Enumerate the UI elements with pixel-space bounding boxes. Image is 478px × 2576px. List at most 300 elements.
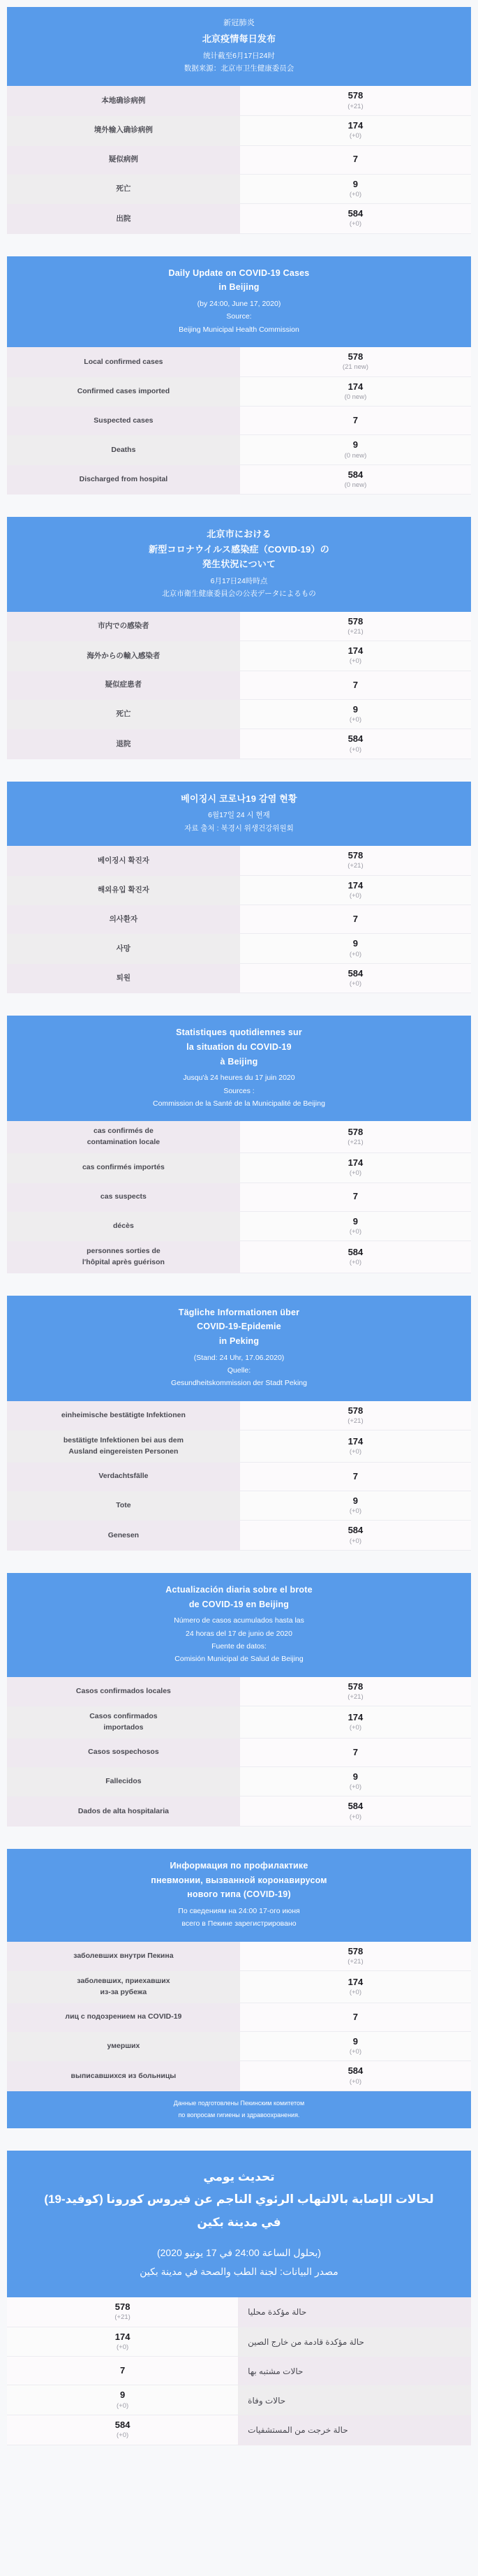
table-row xyxy=(7,1212,471,1242)
card-subtitle-line: Source: xyxy=(226,312,252,321)
table-row xyxy=(7,846,471,876)
row-label xyxy=(7,1491,240,1521)
row-label-line: 의사환자 xyxy=(109,914,138,923)
row-label-text xyxy=(248,2336,364,2348)
row-label xyxy=(238,2357,471,2385)
row-label-line: 海外からの輸入感染者 xyxy=(87,651,160,660)
row-label xyxy=(7,1796,240,1827)
row-label xyxy=(7,1677,240,1707)
card-header-zh xyxy=(7,7,471,86)
row-value-delta: (0 new) xyxy=(344,481,367,490)
card-title-de xyxy=(20,1305,458,1349)
language-card-es xyxy=(7,1573,471,1827)
row-label-line: 境外输入确诊病例 xyxy=(94,126,153,135)
card-title-pre-zh: 新冠肺炎 xyxy=(223,19,255,27)
stats-table-fr xyxy=(7,1121,471,1273)
row-value-cell xyxy=(7,2327,238,2357)
row-label xyxy=(7,1706,240,1739)
row-value-number: 7 xyxy=(352,1470,359,1481)
row-label-text xyxy=(248,2424,348,2436)
stats-table-en xyxy=(7,347,471,495)
card-title-line: Statistiques quotidiennes sur xyxy=(176,1027,302,1038)
row-label-text xyxy=(77,386,170,397)
row-value-cell xyxy=(240,1739,471,1767)
language-card-ko xyxy=(7,782,471,994)
row-value-delta: (0 new) xyxy=(344,451,367,460)
card-title-line: لحالات الإصابة بالالتهاب الرئوي الناجم عن فيروس كورونا (كوفيد-19) xyxy=(44,2193,434,2207)
card-title-en xyxy=(20,266,458,295)
card-title-line: la situation du COVID-19 xyxy=(186,1042,292,1053)
row-label-line: contamination locale xyxy=(87,1138,160,1147)
row-value-number: 9 xyxy=(352,938,359,949)
row-value-delta: (+0) xyxy=(349,1723,361,1732)
row-label-line: l'hôpital après guérison xyxy=(82,1257,165,1266)
row-label xyxy=(7,876,240,906)
row-label-line: Local confirmed cases xyxy=(84,357,163,366)
row-label xyxy=(7,671,240,700)
card-subtitle-line: Gesundheitskommission der Stadt Peking xyxy=(171,1379,307,1388)
table-row xyxy=(7,729,471,759)
row-label-line: حالة خرجت من المستشفيات xyxy=(248,2425,348,2436)
row-label xyxy=(238,2297,471,2327)
table-row xyxy=(7,116,471,146)
card-subtitle-de xyxy=(20,1352,458,1390)
row-label xyxy=(7,407,240,435)
row-label-text xyxy=(61,1410,186,1421)
table-row xyxy=(7,204,471,234)
stats-table-ar xyxy=(7,2297,471,2445)
stats-table-de xyxy=(7,1401,471,1551)
row-label xyxy=(7,175,240,205)
table-row xyxy=(7,1706,471,1739)
card-header-de xyxy=(7,1296,471,1401)
row-value-delta: (+0) xyxy=(349,715,361,724)
row-label xyxy=(7,1241,240,1273)
row-value-delta: (+21) xyxy=(348,1139,364,1147)
row-label-line: лиц с подозрением на COVID-19 xyxy=(65,2012,182,2021)
row-label-text xyxy=(94,125,153,136)
row-value-number: 578 xyxy=(348,1405,364,1416)
row-value-number: 174 xyxy=(348,381,364,392)
card-subtitle-line: 统计截至6月17日24时 xyxy=(203,51,275,60)
row-value-cell xyxy=(240,204,471,234)
card-title-line: COVID-19-Epidemie xyxy=(197,1322,281,1332)
row-label-line: cas confirmés importés xyxy=(82,1163,165,1172)
row-value-cell xyxy=(240,1121,471,1153)
row-value-cell xyxy=(240,1430,471,1463)
row-value-delta: (+0) xyxy=(349,1537,361,1545)
row-value-delta: (+0) xyxy=(349,2047,361,2056)
table-row xyxy=(7,1739,471,1767)
row-label xyxy=(238,2385,471,2415)
table-row xyxy=(7,465,471,495)
row-value-cell xyxy=(7,2297,238,2327)
row-label xyxy=(7,1183,240,1212)
row-value-cell xyxy=(240,407,471,435)
row-value-number: 584 xyxy=(348,1801,364,1812)
table-row xyxy=(7,612,471,642)
row-label-line: 퇴원 xyxy=(116,974,131,983)
row-label-line: حالة مؤكدة قادمة من خارج الصين xyxy=(248,2337,364,2348)
row-value-cell xyxy=(240,1942,471,1972)
row-label xyxy=(7,964,240,994)
row-label-line: Tote xyxy=(116,1501,131,1510)
row-label xyxy=(7,1121,240,1153)
card-subtitle-line: Comisión Municipal de Salud de Beijing xyxy=(174,1655,304,1664)
row-label xyxy=(7,612,240,642)
row-label-line: Casos sospechosos xyxy=(88,1748,159,1757)
row-label-line: cas suspects xyxy=(100,1192,147,1201)
row-value-delta: (21 new) xyxy=(342,363,368,372)
row-value-cell xyxy=(240,1491,471,1521)
row-value-number: 9 xyxy=(352,2035,359,2047)
row-label-line: Genesen xyxy=(107,1530,140,1539)
table-row xyxy=(7,1153,471,1183)
row-label-text xyxy=(78,1806,169,1817)
card-header-fr xyxy=(7,1016,471,1121)
row-value-delta: (+0) xyxy=(349,1988,361,1996)
row-label-text xyxy=(98,885,149,896)
table-row xyxy=(7,671,471,700)
row-label xyxy=(7,1739,240,1767)
card-title-line: de COVID-19 en Beijing xyxy=(188,1599,290,1609)
row-value-number: 174 xyxy=(348,119,364,131)
row-value-cell xyxy=(240,1796,471,1827)
row-value-number: 578 xyxy=(348,90,364,101)
row-label xyxy=(7,347,240,377)
row-value-number: 174 xyxy=(348,879,364,891)
row-label-line: 死亡 xyxy=(116,184,131,193)
row-value-delta: (+0) xyxy=(349,220,361,228)
row-value-number: 174 xyxy=(348,1435,364,1447)
row-label-line: умерших xyxy=(107,2042,140,2051)
table-row xyxy=(7,2297,471,2327)
table-row xyxy=(7,1241,471,1273)
row-label xyxy=(7,1942,240,1972)
table-row xyxy=(7,876,471,906)
row-label-text xyxy=(87,1126,160,1148)
card-subtitle-line: Número de casos acumulados hasta las xyxy=(174,1616,304,1625)
language-card-fr xyxy=(7,1016,471,1273)
row-value-cell xyxy=(240,1241,471,1273)
row-label-text xyxy=(117,973,130,984)
row-value-number: 578 xyxy=(348,351,364,363)
row-label-line: Discharged from hospital xyxy=(79,475,168,484)
row-label xyxy=(238,2415,471,2445)
row-label-line: Casos confirmados locales xyxy=(75,1687,171,1696)
stats-table-ru xyxy=(7,1942,471,2091)
row-label xyxy=(7,905,240,934)
language-card-en xyxy=(7,256,471,495)
row-value-number: 578 xyxy=(348,1945,364,1956)
row-label-line: 疑似病例 xyxy=(108,155,138,164)
row-value-delta: (+0) xyxy=(349,132,361,140)
row-label xyxy=(7,2061,240,2091)
row-label-text xyxy=(94,416,153,427)
row-value-number: 7 xyxy=(352,415,359,426)
card-title-ru xyxy=(20,1859,458,1902)
row-value-delta: (+0) xyxy=(349,1447,361,1456)
row-label-text xyxy=(64,1435,184,1458)
row-label xyxy=(7,846,240,876)
card-header-en xyxy=(7,256,471,347)
row-label xyxy=(7,1971,240,2003)
row-label-text xyxy=(88,1747,159,1758)
row-label-line: 疑似症患者 xyxy=(105,680,142,689)
card-subtitle-line: مصدر البيانات: لجنة الطب والصحة في مدينة بكين xyxy=(140,2265,338,2277)
row-value-delta: (+0) xyxy=(349,657,361,666)
row-value-delta: (+0) xyxy=(349,891,361,900)
row-label xyxy=(7,1153,240,1183)
row-label xyxy=(7,1463,240,1491)
row-value-number: 174 xyxy=(348,1711,364,1722)
stats-table-ko xyxy=(7,846,471,993)
card-subtitle-line: 北京市衛生健康委員会の公表データによるもの xyxy=(162,590,316,599)
table-row xyxy=(7,1463,471,1491)
language-card-ru xyxy=(7,1849,471,2128)
card-title-line: 베이징시 코로나19 감염 현황 xyxy=(181,793,297,804)
card-subtitle-ar xyxy=(20,2244,458,2281)
card-subtitle-ko xyxy=(20,809,458,835)
row-label-text xyxy=(116,709,130,720)
row-label-text xyxy=(105,1776,141,1787)
card-title-ja xyxy=(20,527,458,571)
row-value-cell xyxy=(240,905,471,934)
row-value-cell xyxy=(7,2415,238,2445)
row-value-cell xyxy=(240,2003,471,2032)
row-label-line: 사망 xyxy=(116,944,131,953)
row-value-number: 584 xyxy=(348,1246,364,1257)
row-value-cell xyxy=(240,2061,471,2091)
row-label xyxy=(7,1212,240,1242)
row-label-text xyxy=(116,1500,130,1512)
card-title-es xyxy=(20,1583,458,1611)
row-value-number: 584 xyxy=(114,2419,130,2430)
row-value-cell xyxy=(240,435,471,465)
table-row xyxy=(7,1796,471,1827)
card-title-line: 新型コロナウイルス感染症（COVID-19）の xyxy=(149,543,329,555)
card-title-fr xyxy=(20,1025,458,1069)
row-label-text xyxy=(100,1192,147,1203)
row-value-delta: (+21) xyxy=(348,627,364,636)
row-label-line: Suspected cases xyxy=(94,416,154,425)
card-title-line: нового типа (COVID-19) xyxy=(187,1889,291,1900)
row-label-line: cas confirmés de xyxy=(94,1127,154,1136)
card-subtitle-ja xyxy=(20,575,458,601)
row-label xyxy=(7,377,240,407)
row-label-text xyxy=(108,1530,139,1542)
table-row xyxy=(7,407,471,435)
row-label xyxy=(7,146,240,175)
row-label-text xyxy=(98,856,149,867)
table-row xyxy=(7,86,471,116)
row-label-line: bestätigte Infektionen bei aus dem xyxy=(63,1436,184,1445)
row-value-cell xyxy=(240,1463,471,1491)
row-label-line: 出院 xyxy=(116,214,131,223)
row-value-cell xyxy=(240,729,471,759)
table-row xyxy=(7,2385,471,2415)
card-subtitle-en xyxy=(20,298,458,336)
row-value-cell xyxy=(240,1677,471,1707)
row-label-text xyxy=(77,1976,170,1998)
row-value-cell xyxy=(240,846,471,876)
row-label-text xyxy=(101,96,145,107)
row-label-text xyxy=(116,184,130,195)
row-label-text xyxy=(107,2041,140,2052)
row-label-line: décès xyxy=(113,1221,134,1230)
card-header-ru xyxy=(7,1849,471,1942)
row-value-delta: (+0) xyxy=(349,1169,361,1178)
row-value-number: 174 xyxy=(348,1976,364,1987)
row-value-number: 7 xyxy=(352,1191,359,1202)
row-value-cell xyxy=(7,2357,238,2385)
row-value-number: 578 xyxy=(114,2301,130,2313)
language-card-zh xyxy=(7,7,471,234)
row-value-number: 7 xyxy=(119,2365,126,2376)
row-value-number: 174 xyxy=(348,645,364,657)
row-label-text xyxy=(116,214,130,225)
card-title-ko xyxy=(20,791,458,806)
row-value-number: 9 xyxy=(119,2390,126,2401)
row-value-delta: (+21) xyxy=(348,1692,364,1701)
card-title-line: 北京市における xyxy=(207,529,271,540)
table-row xyxy=(7,964,471,994)
row-value-delta: (+0) xyxy=(349,1813,361,1821)
row-value-delta: (+21) xyxy=(348,862,364,870)
row-value-number: 9 xyxy=(352,703,359,715)
row-label-text xyxy=(109,154,138,166)
row-label-line: выписавшихся из больницы xyxy=(70,2071,177,2080)
row-label-line: importados xyxy=(103,1723,144,1732)
card-title-line: Daily Update on COVID-19 Cases xyxy=(168,268,310,278)
row-value-cell xyxy=(240,700,471,730)
row-label-line: حالات مشتبه بها xyxy=(248,2366,304,2376)
row-value-cell xyxy=(240,641,471,671)
row-value-cell xyxy=(240,1183,471,1212)
row-value-cell xyxy=(240,1401,471,1431)
row-label-text xyxy=(89,1711,157,1734)
table-row xyxy=(7,1401,471,1431)
row-label-text xyxy=(248,2365,303,2378)
row-label xyxy=(7,86,240,116)
row-value-cell xyxy=(240,1767,471,1797)
card-subtitle-line: 数据来源：北京市卫生健康委员会 xyxy=(184,64,294,73)
row-label-line: einheimische bestätigte Infektionen xyxy=(61,1411,186,1420)
row-label-text xyxy=(80,474,168,485)
card-subtitle-ru xyxy=(20,1905,458,1931)
row-value-cell xyxy=(240,347,471,377)
row-label xyxy=(7,934,240,964)
row-label-line: حالة مؤكدة محليا xyxy=(248,2307,307,2318)
row-label-line: заболевших, приехавших xyxy=(77,1977,170,1986)
card-title-line: à Beijing xyxy=(220,1056,258,1067)
card-footer-line: по вопросам гигиены и здравоохранения. xyxy=(178,2111,300,2118)
stats-table-es xyxy=(7,1677,471,1827)
row-label-text xyxy=(82,1162,165,1173)
row-value-cell xyxy=(240,86,471,116)
row-value-cell xyxy=(240,612,471,642)
row-value-cell xyxy=(240,1521,471,1551)
row-label-text xyxy=(98,1471,148,1482)
row-value-cell xyxy=(240,934,471,964)
row-label-line: 해외유입 확진자 xyxy=(97,886,149,895)
row-value-delta: (+0) xyxy=(349,745,361,754)
row-value-cell xyxy=(240,2032,471,2062)
row-label-text xyxy=(113,1221,134,1232)
card-subtitle-line: Sources : xyxy=(223,1086,255,1095)
row-value-delta: (+0) xyxy=(349,190,361,198)
row-label-text xyxy=(65,2012,181,2023)
row-value-cell xyxy=(240,1971,471,2003)
card-subtitle-line: 6월17일 24 시 현재 xyxy=(208,811,270,820)
language-card-ar xyxy=(7,2151,471,2445)
card-title-line: Actualización diaria sobre el brote xyxy=(165,1584,313,1595)
table-row xyxy=(7,1491,471,1521)
row-value-number: 174 xyxy=(348,1157,364,1168)
row-label-text xyxy=(82,1246,165,1268)
table-row xyxy=(7,1521,471,1551)
row-label-line: из-за рубежа xyxy=(100,1987,147,1996)
table-row xyxy=(7,905,471,934)
card-subtitle-line: Quelle: xyxy=(227,1366,251,1375)
row-value-delta: (+21) xyxy=(348,102,364,110)
row-value-cell xyxy=(240,377,471,407)
row-value-number: 584 xyxy=(348,469,364,480)
table-row xyxy=(7,1183,471,1212)
row-label-text xyxy=(110,914,138,925)
table-row xyxy=(7,347,471,377)
row-value-delta: (0 new) xyxy=(344,393,367,401)
row-value-number: 578 xyxy=(348,615,364,627)
card-subtitle-line: Beijing Municipal Health Commission xyxy=(179,325,299,334)
card-subtitle-line: Fuente de datos: xyxy=(211,1641,267,1651)
row-label xyxy=(7,700,240,730)
row-value-delta: (+21) xyxy=(348,1957,364,1966)
card-subtitle-line: 6月17日24時時点 xyxy=(210,576,268,585)
row-value-number: 578 xyxy=(348,1681,364,1692)
row-value-number: 584 xyxy=(348,967,364,979)
row-value-cell xyxy=(240,671,471,700)
row-value-delta: (+0) xyxy=(349,1227,361,1236)
row-label-text xyxy=(84,357,163,368)
row-value-cell xyxy=(240,465,471,495)
stats-table-ja xyxy=(7,612,471,759)
card-subtitle-line: (Stand: 24 Uhr, 17.06.2020) xyxy=(193,1353,285,1362)
table-row xyxy=(7,1767,471,1797)
row-label xyxy=(238,2327,471,2357)
row-label xyxy=(7,1767,240,1797)
card-header-es xyxy=(7,1573,471,1677)
row-label xyxy=(7,1521,240,1551)
row-label-text xyxy=(248,2306,306,2318)
row-label-text xyxy=(98,621,149,632)
row-value-delta: (+0) xyxy=(117,2431,129,2440)
row-label-text xyxy=(73,1951,173,1962)
card-subtitle-zh xyxy=(20,50,458,75)
row-value-number: 7 xyxy=(352,914,359,925)
card-header-ko xyxy=(7,782,471,846)
row-value-number: 7 xyxy=(352,1746,359,1757)
row-label-line: Casos confirmados xyxy=(89,1712,158,1721)
row-label-text xyxy=(76,1686,171,1697)
card-title-line: Tägliche Informationen über xyxy=(178,1307,300,1317)
row-value-cell xyxy=(240,1212,471,1242)
row-label-line: Deaths xyxy=(111,445,136,454)
row-value-delta: (+0) xyxy=(117,2401,129,2410)
card-subtitle-fr xyxy=(20,1071,458,1110)
row-label-text xyxy=(87,651,160,662)
row-value-number: 7 xyxy=(352,679,359,690)
